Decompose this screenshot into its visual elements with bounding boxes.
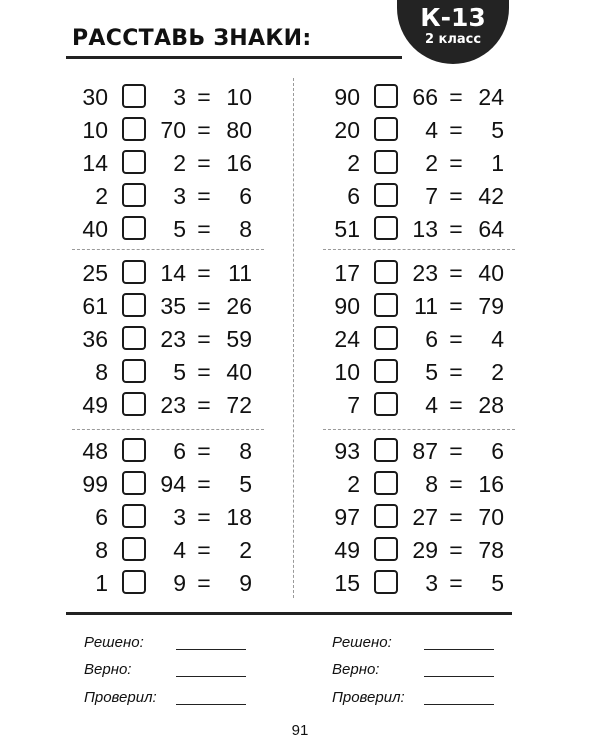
equals-sign: = [197, 471, 211, 497]
equals-sign: = [197, 150, 211, 176]
equals-sign: = [449, 392, 463, 418]
operator-box[interactable] [122, 117, 146, 141]
first-operand: 8 [95, 359, 108, 385]
footer-label: Решено: [332, 634, 392, 651]
equation-row [330, 181, 520, 211]
blank-line[interactable] [176, 676, 246, 677]
second-operand: 70 [160, 117, 186, 143]
equation-row [78, 214, 268, 244]
equals-sign: = [449, 570, 463, 596]
equation-row [78, 148, 268, 178]
operator-box[interactable] [122, 150, 146, 174]
second-operand: 35 [160, 293, 186, 319]
result: 79 [478, 293, 504, 319]
result: 1 [491, 150, 504, 176]
equals-sign: = [197, 293, 211, 319]
equals-sign: = [449, 150, 463, 176]
block-divider [323, 429, 515, 430]
first-operand: 20 [334, 117, 360, 143]
first-operand: 6 [95, 504, 108, 530]
second-operand: 9 [173, 570, 186, 596]
equals-sign: = [449, 537, 463, 563]
result: 80 [226, 117, 252, 143]
footer-label: Проверил: [332, 689, 405, 706]
bottom-rule [66, 612, 512, 615]
equation-row [78, 502, 268, 532]
first-operand: 6 [347, 183, 360, 209]
first-operand: 1 [95, 570, 108, 596]
equals-sign: = [449, 504, 463, 530]
first-operand: 49 [334, 537, 360, 563]
first-operand: 24 [334, 326, 360, 352]
equals-sign: = [449, 183, 463, 209]
second-operand: 87 [412, 438, 438, 464]
block-divider [72, 429, 264, 430]
equals-sign: = [449, 293, 463, 319]
equation-row [78, 357, 268, 387]
second-operand: 94 [160, 471, 186, 497]
second-operand: 11 [414, 293, 438, 319]
operator-box[interactable] [374, 504, 398, 528]
page-title: РАССТАВЬ ЗНАКИ: [72, 26, 312, 51]
first-operand: 51 [334, 216, 360, 242]
equation-row [78, 181, 268, 211]
result: 70 [478, 504, 504, 530]
first-operand: 48 [82, 438, 108, 464]
result: 16 [226, 150, 252, 176]
operator-box[interactable] [122, 84, 146, 108]
result: 16 [478, 471, 504, 497]
second-operand: 7 [425, 183, 438, 209]
second-operand: 3 [173, 504, 186, 530]
operator-box[interactable] [122, 570, 146, 594]
page-number: 91 [291, 722, 309, 739]
result: 28 [478, 392, 504, 418]
equals-sign: = [449, 326, 463, 352]
footer-label: Верно: [84, 661, 132, 678]
result: 26 [226, 293, 252, 319]
second-operand: 4 [425, 117, 438, 143]
second-operand: 23 [160, 392, 186, 418]
first-operand: 61 [82, 293, 108, 319]
first-operand: 17 [334, 260, 360, 286]
operator-box[interactable] [374, 392, 398, 416]
second-operand: 4 [173, 537, 186, 563]
equation-row [78, 291, 268, 321]
result: 18 [226, 504, 252, 530]
equation-row [330, 214, 520, 244]
equals-sign: = [197, 570, 211, 596]
equation-row [330, 436, 520, 466]
operator-box[interactable] [374, 438, 398, 462]
second-operand: 2 [425, 150, 438, 176]
second-operand: 23 [412, 260, 438, 286]
badge-grade: 2 класс [424, 32, 482, 47]
result: 72 [226, 392, 252, 418]
equation-row [78, 535, 268, 565]
second-operand: 5 [173, 359, 186, 385]
equation-row [78, 324, 268, 354]
equals-sign: = [449, 471, 463, 497]
first-operand: 2 [347, 471, 360, 497]
equation-row [330, 324, 520, 354]
operator-box[interactable] [122, 183, 146, 207]
operator-box[interactable] [374, 150, 398, 174]
first-operand: 90 [334, 84, 360, 110]
operator-box[interactable] [122, 537, 146, 561]
equation-row [330, 148, 520, 178]
equation-row [330, 502, 520, 532]
equation-row [78, 568, 268, 598]
blank-line[interactable] [176, 649, 246, 650]
result: 59 [226, 326, 252, 352]
equation-row [78, 469, 268, 499]
equals-sign: = [449, 117, 463, 143]
second-operand: 6 [425, 326, 438, 352]
equation-row [330, 568, 520, 598]
equals-sign: = [197, 359, 211, 385]
result: 40 [226, 359, 252, 385]
blank-line[interactable] [424, 649, 494, 650]
result: 8 [239, 216, 252, 242]
operator-box[interactable] [122, 504, 146, 528]
equation-row [78, 82, 268, 112]
operator-box[interactable] [374, 216, 398, 240]
result: 4 [491, 326, 504, 352]
equals-sign: = [197, 326, 211, 352]
operator-box[interactable] [122, 293, 146, 317]
equation-row [330, 258, 520, 288]
result: 6 [239, 183, 252, 209]
equals-sign: = [449, 359, 463, 385]
first-operand: 49 [82, 392, 108, 418]
second-operand: 29 [412, 537, 438, 563]
result: 2 [239, 537, 252, 563]
result: 5 [491, 117, 504, 143]
first-operand: 36 [82, 326, 108, 352]
blank-line[interactable] [176, 704, 246, 705]
result: 64 [478, 216, 504, 242]
equals-sign: = [197, 260, 211, 286]
equation-row [78, 436, 268, 466]
badge-code: К-13 [420, 3, 486, 32]
first-operand: 15 [334, 570, 360, 596]
first-operand: 99 [82, 471, 108, 497]
equals-sign: = [449, 438, 463, 464]
footer-label: Решено: [84, 634, 144, 651]
operator-box[interactable] [122, 216, 146, 240]
equation-row [330, 82, 520, 112]
equals-sign: = [197, 216, 211, 242]
result: 40 [478, 260, 504, 286]
equation-row [330, 390, 520, 420]
equals-sign: = [449, 216, 463, 242]
first-operand: 8 [95, 537, 108, 563]
equals-sign: = [197, 84, 211, 110]
result: 10 [226, 84, 252, 110]
equals-sign: = [449, 84, 463, 110]
second-operand: 3 [173, 183, 186, 209]
equals-sign: = [197, 392, 211, 418]
operator-box[interactable] [122, 260, 146, 284]
second-operand: 14 [160, 260, 186, 286]
result: 8 [239, 438, 252, 464]
operator-box[interactable] [374, 183, 398, 207]
second-operand: 8 [425, 471, 438, 497]
equals-sign: = [197, 438, 211, 464]
equation-row [330, 291, 520, 321]
result: 2 [491, 359, 504, 385]
operator-box[interactable] [122, 359, 146, 383]
first-operand: 2 [95, 183, 108, 209]
level-badge [397, 0, 509, 64]
first-operand: 25 [82, 260, 108, 286]
first-operand: 14 [82, 150, 108, 176]
first-operand: 30 [82, 84, 108, 110]
first-operand: 7 [347, 392, 360, 418]
title-underline [66, 56, 402, 59]
operator-box[interactable] [122, 392, 146, 416]
block-divider [72, 249, 264, 250]
result: 6 [491, 438, 504, 464]
equation-row [330, 115, 520, 145]
footer-label: Проверил: [84, 689, 157, 706]
first-operand: 93 [334, 438, 360, 464]
second-operand: 13 [412, 216, 438, 242]
equation-row [78, 390, 268, 420]
operator-box[interactable] [374, 359, 398, 383]
operator-box[interactable] [374, 326, 398, 350]
second-operand: 3 [425, 570, 438, 596]
second-operand: 2 [173, 150, 186, 176]
first-operand: 40 [82, 216, 108, 242]
second-operand: 27 [412, 504, 438, 530]
first-operand: 2 [347, 150, 360, 176]
operator-box[interactable] [374, 293, 398, 317]
result: 11 [228, 260, 252, 286]
equals-sign: = [197, 117, 211, 143]
operator-box[interactable] [122, 438, 146, 462]
operator-box[interactable] [374, 471, 398, 495]
second-operand: 6 [173, 438, 186, 464]
blank-line[interactable] [424, 676, 494, 677]
second-operand: 4 [425, 392, 438, 418]
equals-sign: = [449, 260, 463, 286]
result: 78 [478, 537, 504, 563]
equals-sign: = [197, 537, 211, 563]
result: 5 [239, 471, 252, 497]
first-operand: 97 [334, 504, 360, 530]
operator-box[interactable] [122, 326, 146, 350]
first-operand: 10 [334, 359, 360, 385]
equation-row [78, 115, 268, 145]
equation-row [78, 258, 268, 288]
operator-box[interactable] [374, 117, 398, 141]
operator-box[interactable] [374, 570, 398, 594]
footer-label: Верно: [332, 661, 380, 678]
operator-box[interactable] [374, 260, 398, 284]
second-operand: 23 [160, 326, 186, 352]
equals-sign: = [197, 504, 211, 530]
second-operand: 5 [173, 216, 186, 242]
equation-row [330, 357, 520, 387]
equation-row [330, 469, 520, 499]
result: 42 [478, 183, 504, 209]
equation-row [330, 535, 520, 565]
first-operand: 10 [82, 117, 108, 143]
operator-box[interactable] [374, 537, 398, 561]
blank-line[interactable] [424, 704, 494, 705]
operator-box[interactable] [122, 471, 146, 495]
column-divider [293, 78, 294, 598]
result: 9 [239, 570, 252, 596]
first-operand: 90 [334, 293, 360, 319]
equals-sign: = [197, 183, 211, 209]
second-operand: 5 [425, 359, 438, 385]
second-operand: 66 [412, 84, 438, 110]
block-divider [323, 249, 515, 250]
second-operand: 3 [173, 84, 186, 110]
operator-box[interactable] [374, 84, 398, 108]
result: 5 [491, 570, 504, 596]
result: 24 [478, 84, 504, 110]
